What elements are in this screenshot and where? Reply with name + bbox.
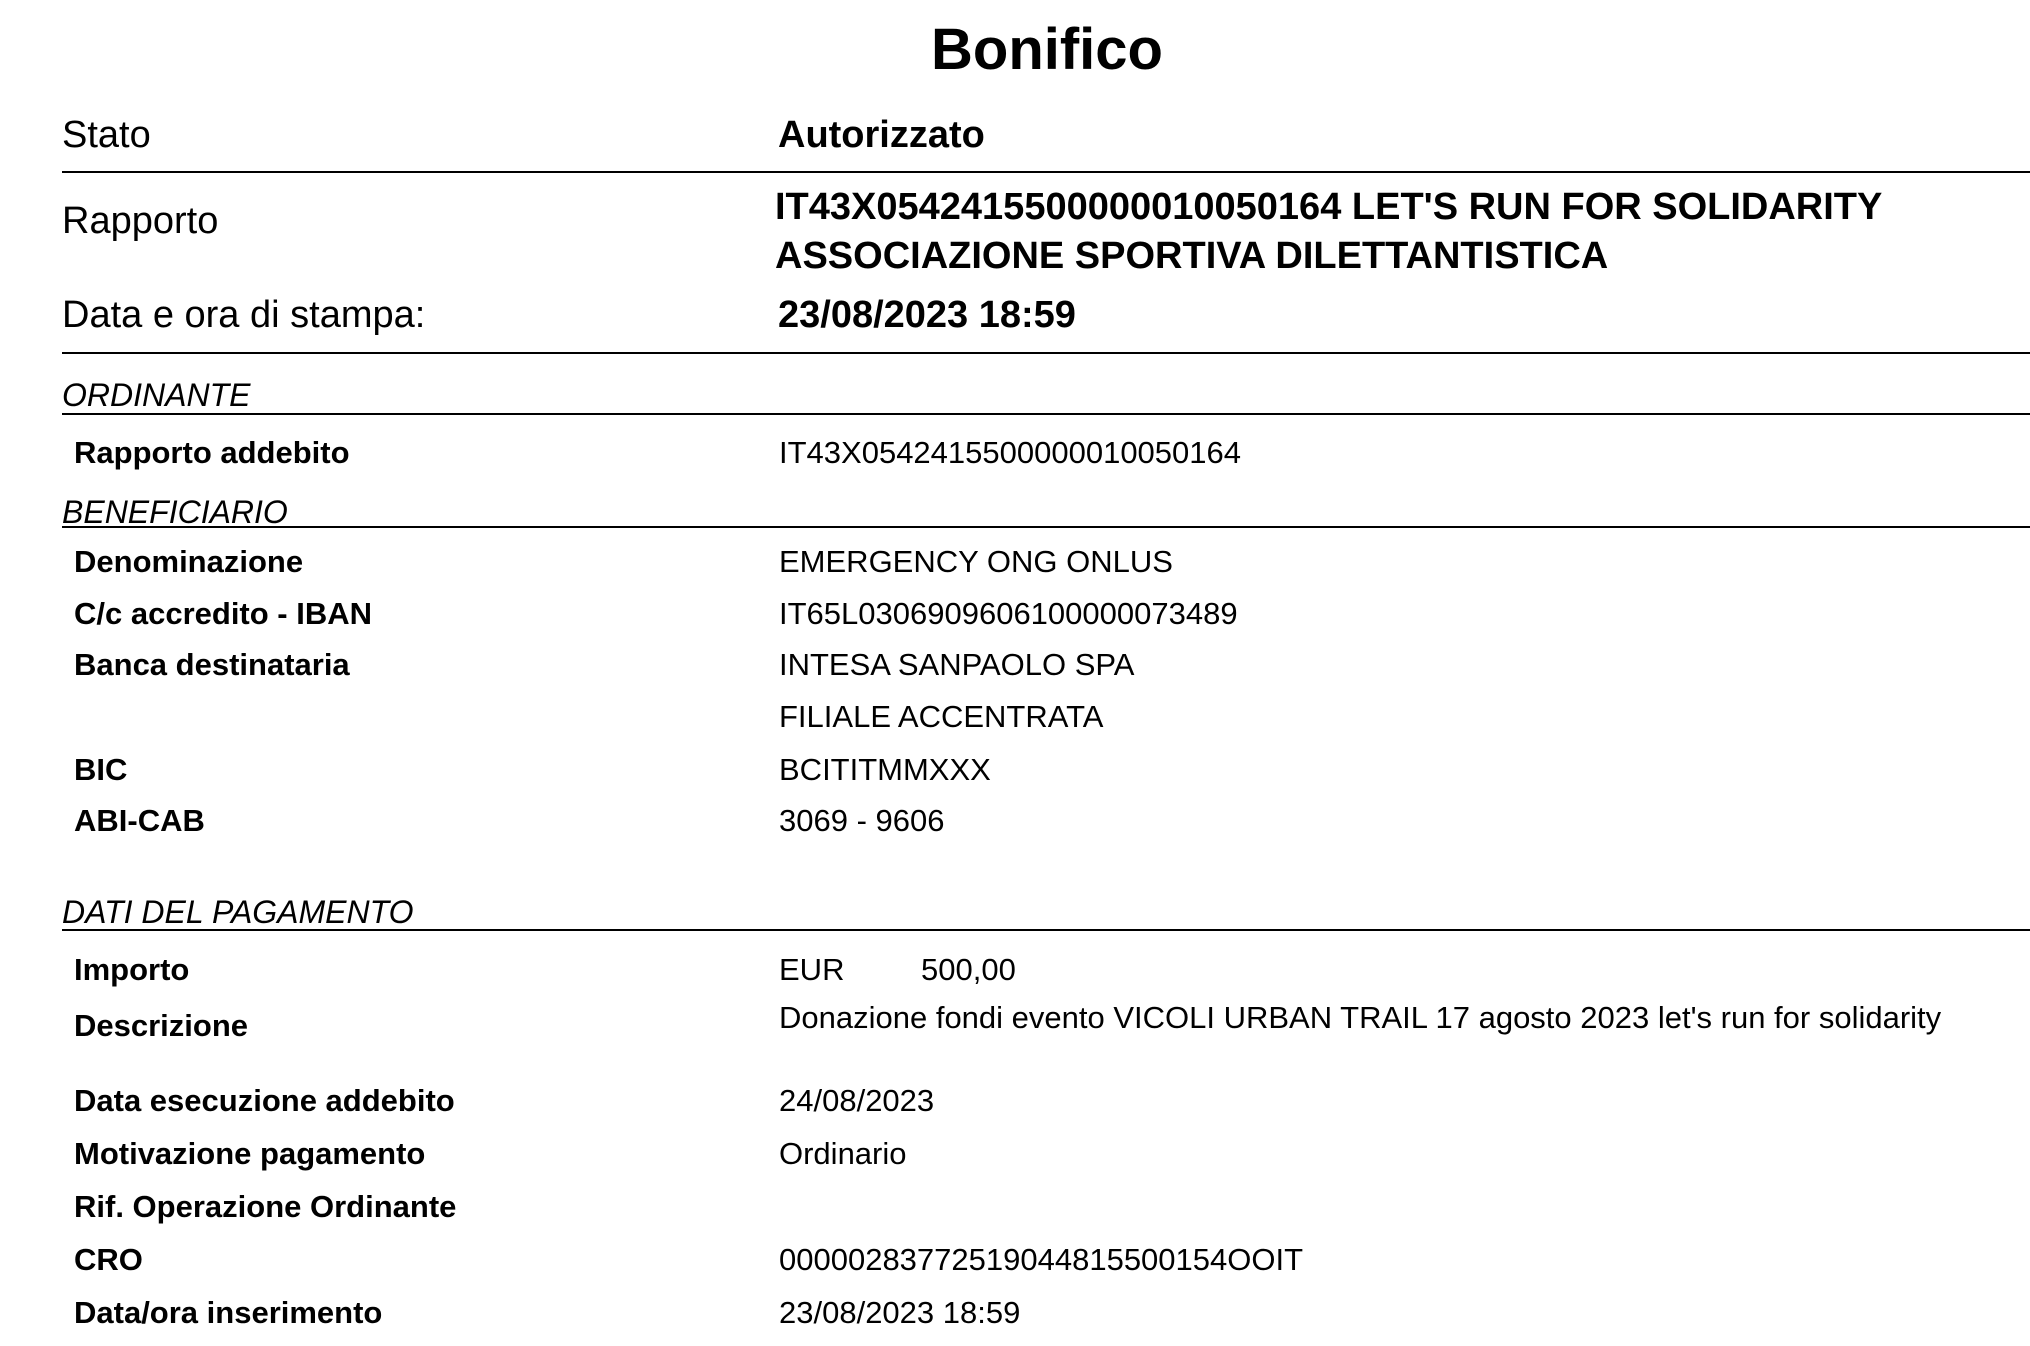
iban-value: IT65L0306909606100000073489	[779, 596, 1238, 631]
data-esecuzione-label: Data esecuzione addebito	[74, 1083, 455, 1118]
denominazione-value: EMERGENCY ONG ONLUS	[779, 544, 1173, 579]
data-inserimento-value: 23/08/2023 18:59	[779, 1295, 1021, 1330]
document-title: Bonifico	[931, 17, 1163, 82]
rapporto-value-line2: ASSOCIAZIONE SPORTIVA DILETTANTISTICA	[775, 235, 1609, 277]
rapporto-addebito-value: IT43X0542415500000010050164	[779, 435, 1242, 470]
denominazione-label: Denominazione	[74, 544, 304, 579]
section-pagamento-heading: DATI DEL PAGAMENTO	[62, 894, 414, 930]
rapporto-value-line1: IT43X0542415500000010050164 LET'S RUN FOR SOLIDARITY	[775, 186, 1883, 228]
header-bottom-divider	[62, 352, 2030, 354]
descrizione-value: Donazione fondi evento VICOLI URBAN TRAIL 17 agosto 2023 let's run for solidarity	[779, 1000, 1942, 1035]
importo-currency: EUR	[779, 952, 845, 987]
data-stampa-value: 23/08/2023 18:59	[778, 294, 1076, 336]
pagamento-divider	[62, 929, 2030, 931]
bic-label: BIC	[74, 752, 128, 787]
motivazione-value: Ordinario	[779, 1136, 907, 1171]
ordinante-divider	[62, 413, 2030, 415]
abi-cab-value: 3069 - 9606	[779, 803, 945, 838]
descrizione-label: Descrizione	[74, 1008, 249, 1043]
banca-destinataria-value-line1: INTESA SANPAOLO SPA	[779, 647, 1135, 682]
data-stampa-label: Data e ora di stampa:	[62, 294, 426, 336]
section-ordinante-heading: ORDINANTE	[62, 377, 251, 413]
beneficiario-divider	[62, 526, 2030, 528]
rapporto-label: Rapporto	[62, 200, 219, 242]
banca-destinataria-label: Banca destinataria	[74, 647, 350, 682]
importo-value	[779, 950, 1016, 990]
cro-label: CRO	[74, 1242, 143, 1277]
abi-cab-label: ABI-CAB	[74, 803, 205, 838]
importo-label: Importo	[74, 952, 190, 987]
iban-label: C/c accredito - IBAN	[74, 596, 373, 631]
rif-operazione-label: Rif. Operazione Ordinante	[74, 1189, 457, 1224]
stato-value: Autorizzato	[778, 114, 985, 156]
motivazione-label: Motivazione pagamento	[74, 1136, 426, 1171]
importo-amount: 500,00	[921, 952, 1016, 987]
rapporto-addebito-label: Rapporto addebito	[74, 435, 350, 470]
header-divider	[62, 171, 2030, 173]
stato-label: Stato	[62, 114, 151, 156]
banca-destinataria-value-line2: FILIALE ACCENTRATA	[779, 699, 1104, 734]
section-beneficiario-heading: BENEFICIARIO	[62, 494, 288, 530]
data-esecuzione-value: 24/08/2023	[779, 1083, 935, 1118]
cro-value: 00000283772519044815500154OOIT	[779, 1242, 1304, 1277]
bic-value: BCITITMMXXX	[779, 752, 991, 787]
data-inserimento-label: Data/ora inserimento	[74, 1295, 383, 1330]
